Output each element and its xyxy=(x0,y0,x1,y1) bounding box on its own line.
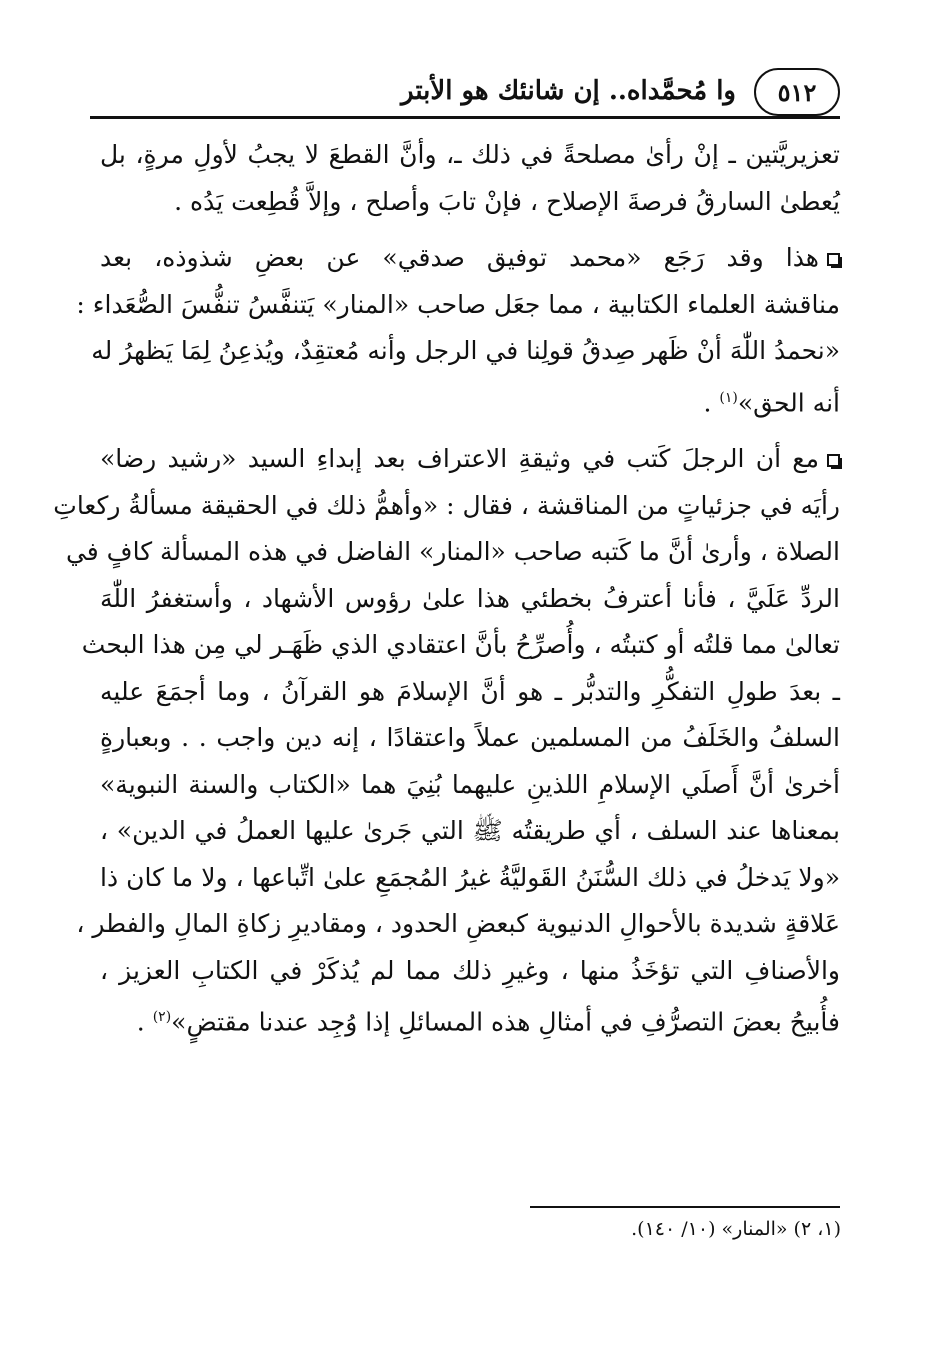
text-line: مع أن الرجلَ كَتب في وثيقةِ الاعتراف بعد إبداءِ السيد «رشيد رضا» xyxy=(100,444,819,474)
paragraph-1 xyxy=(100,132,840,225)
text-line: تعالىٰ مما قلتُه أو كتبتُه ، وأُصرِّحُ بأنَّ اعتقادي الذي ظَهَـر لي مِن هذا البحث xyxy=(81,630,840,660)
paragraph-3 xyxy=(53,436,840,1046)
text-line: الصلاة ، وأرىٰ أنَّ ما كَتبه صاحب «المنار» الفاضل في هذه المسألة كافٍ في xyxy=(65,537,840,567)
footnote-rule xyxy=(530,1206,840,1208)
text-line: هذا وقد رَجَع «محمد توفيق صدقي» عن بعضِ شذوذه، بعد xyxy=(100,243,819,272)
header-rule xyxy=(90,116,840,119)
text-line: «نحمدُ اللّٰهَ أنْ ظَهر صِدقُ قولِنا في الرجل وأنه مُعتقِدٌ، ويُذعِنُ لِمَا يَظهرُ له xyxy=(91,336,840,365)
text-line: الردِّ عَلَيَّ ، فأنا أعترفُ بخطئي هذا علىٰ رؤوس الأشهاد ، وأستغفرُ اللّٰهَ xyxy=(100,583,840,613)
text-line: السلفُ والخَلَفُ من المسلمين عملاً واعتقادًا ، إنه دين واجب . . وبعبارةٍ xyxy=(100,723,840,753)
text-line: يُعطىٰ السارقُ فرصةَ الإصلاح ، فإنْ تابَ وأصلح ، وإلاَّ قُطِعت يَدُه . xyxy=(174,186,840,216)
text-line: أخرىٰ أنَّ أَصلَي الإسلامِ اللذينِ عليهما بُنِيَ هما «الكتاب والسنة النبوية» xyxy=(100,769,840,799)
text-line: مناقشة العلماء الكتابية ، مما جعَل صاحب «المنار» يَتنفَّسُ تنفُّسَ الصُّعَداء : xyxy=(76,289,840,319)
page-header xyxy=(90,68,840,120)
text-line: بمعناها عند السلف ، أي طريقتُه ﷺ التي جَرىٰ عليها العملُ في الدين» ، xyxy=(100,816,840,846)
text-line-end: . xyxy=(703,387,720,417)
body-text xyxy=(53,132,840,1046)
page-number: ٥١٢ xyxy=(754,68,840,116)
text-line: ـ بعدَ طولِ التفكُّرِ والتدبُّر ـ هو أنَّ الإسلامَ هو القرآنُ ، وما أجمَعَ عليه xyxy=(100,676,840,706)
running-title: وا مُحمَّداه.. إن شانئك هو الأبتر xyxy=(400,76,736,106)
text-line: أنه الحق» xyxy=(737,387,840,417)
footnote-marker: (١) xyxy=(719,389,738,406)
text-line: رأيَه في جزئياتٍ من المناقشة ، فقال : «وأهمُّ ذلك في الحقيقة مسألةُ ركعاتِ xyxy=(53,490,840,520)
footnote: (١، ٢) «المنار» (١٠/ ١٤٠). xyxy=(631,1218,841,1240)
text-line: «ولا يَدخلُ في ذلك السُّنَنُ القَوليَّةُ غيرُ المُجمَعِ علىٰ اتِّباعها ، ولا ما كان ذا xyxy=(100,862,840,892)
text-line: والأصنافِ التي تؤخَذُ منها ، وغيرِ ذلك مما لم يُذكَرْ في الكتابِ العزيز ، xyxy=(100,955,840,985)
bullet-icon xyxy=(827,454,840,467)
text-line: فأُبيحُ بعضَ التصرُّفِ في أمثالِ هذه المسائلِ إذا وُجِد عندنا مقتضٍ» xyxy=(171,1007,840,1037)
text-line: عَلاقةٍ شديدة بالأحوالِ الدنيوية كبعضِ الحدود ، ومقاديرِ زكاةِ المالِ والفطر ، xyxy=(76,909,840,939)
paragraph-2 xyxy=(76,235,840,426)
text-line-end: . xyxy=(136,1007,153,1037)
text-line: تعزيريَّتين ـ إنْ رأىٰ مصلحةً في ذلك ـ، وأنَّ القطعَ لا يجبُ لأولِ مرةٍ، بل xyxy=(100,140,840,169)
bullet-icon xyxy=(827,253,840,266)
footnote-marker: (٢) xyxy=(152,1009,172,1026)
